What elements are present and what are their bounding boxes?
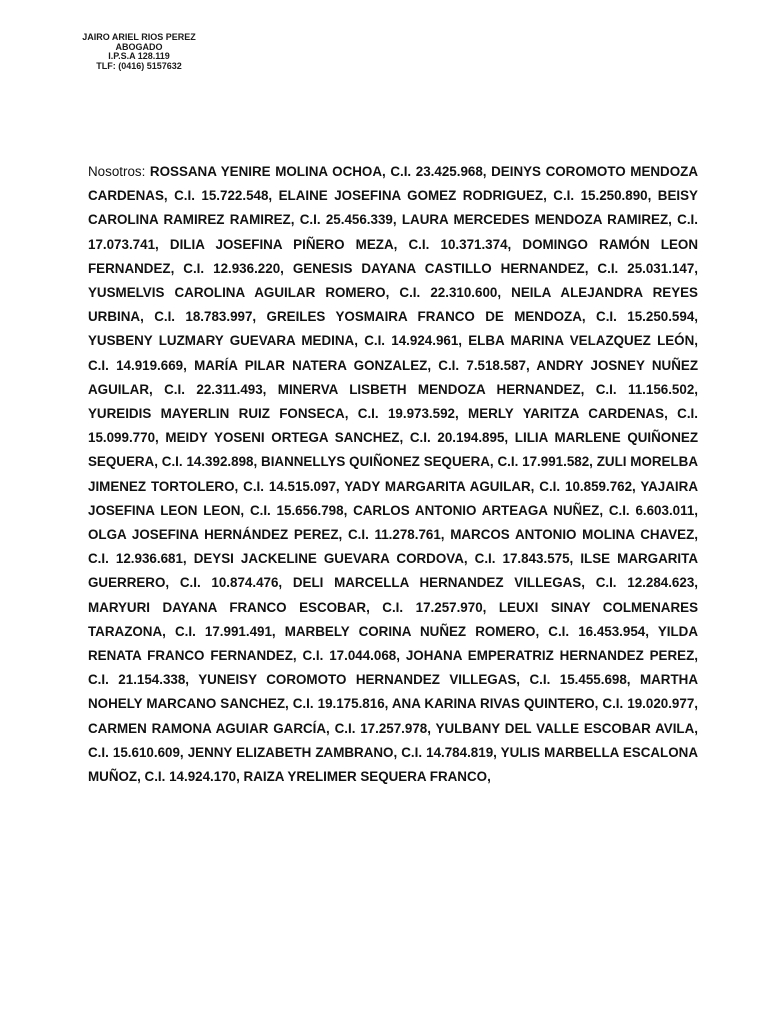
letterhead (64, 33, 214, 71)
names-list: ROSSANA YENIRE MOLINA OCHOA, C.I. 23.425.968, DEINYS COROMOTO MENDOZA CARDENAS, C.I. 15.722.548, ELAINE JOSEFINA GOMEZ RODRIGUEZ, C.I. 15.250.890, BEISY CAROLINA RAMIREZ RAMIREZ, C.I. 25.456.339, LAURA MERCEDES MENDOZA RAMIREZ, C.I. 17.073.741, DILIA JOSEFINA PIÑERO MEZA, C.I. 10.371.374, DOMINGO RAMÓN LEON FERNANDEZ, C.I. 12.936.220, GENESIS DAYANA CASTILLO HERNANDEZ, C.I. 25.031.147, YUSMELVIS CAROLINA AGUILAR ROMERO, C.I. 22.310.600, NEILA ALEJANDRA REYES URBINA, C.I. 18.783.997, GREILES YOSMAIRA FRANCO DE MENDOZA, C.I. 15.250.594, YUSBENY LUZMARY GUEVARA MEDINA, C.I. 14.924.961, ELBA MARINA VELAZQUEZ LEÓN, C.I. 14.919.669, MARÍA PILAR NATERA GONZALEZ, C.I. 7.518.587, ANDRY JOSNEY NUÑEZ AGUILAR, C.I. 22.311.493, MINERVA LISBETH MENDOZA HERNANDEZ, C.I. 11.156.502, YUREIDIS MAYERLIN RUIZ FONSECA, C.I. 19.973.592, MERLY YARITZA CARDENAS, C.I. 15.099.770, MEIDY YOSENI ORTEGA SANCHEZ, C.I. 20.194.895, LILIA MARLENE QUIÑONEZ SEQUERA, C.I. 14.392.898, BIANNELLYS QUIÑONEZ SEQUERA, C.I. 17.991.582, ZULI MORELBA JIMENEZ TORTOLERO, C.I. 14.515.097, YADY MARGARITA AGUILAR, C.I. 10.859.762, YAJAIRA JOSEFINA LEON LEON, C.I. 15.656.798, CARLOS ANTONIO ARTEAGA NUÑEZ, C.I. 6.603.011, OLGA JOSEFINA HERNÁNDEZ PEREZ, C.I. 11.278.761, MARCOS ANTONIO MOLINA CHAVEZ, C.I. 12.936.681, DEYSI JACKELINE GUEVARA CORDOVA, C.I. 17.843.575, ILSE MARGARITA GUERRERO, C.I. 10.874.476, DELI MARCELLA HERNANDEZ VILLEGAS, C.I. 12.284.623, MARYURI DAYANA FRANCO ESCOBAR, C.I. 17.257.970, LEUXI SINAY COLMENARES TARAZONA, C.I. 17.991.491, MARBELY CORINA NUÑEZ ROMERO, C.I. 16.453.954, YILDA RENATA FRANCO FERNANDEZ, C.I. 17.044.068, JOHANA EMPERATRIZ HERNANDEZ PEREZ, C.I. 21.154.338, YUNEISY COROMOTO HERNANDEZ VILLEGAS, C.I. 15.455.698, MARTHA NOHELY MARCANO SANCHEZ, C.I. 19.175.816, ANA KARINA RIVAS QUINTERO, C.I. 19.020.977, CARMEN RAMONA AGUIAR GARCÍA, C.I. 17.257.978, YULBANY DEL VALLE ESCOBAR AVILA, C.I. 15.610.609, JENNY ELIZABETH ZAMBRANO, C.I. 14.784.819, YULIS MARBELLA ESCALONA MUÑOZ, C.I. 14.924.170, RAIZA YRELIMER SEQUERA FRANCO, (88, 164, 698, 785)
lawyer-name: JAIRO ARIEL RIOS PEREZ (82, 32, 196, 42)
document-body (88, 160, 698, 789)
lawyer-phone: TLF: (0416) 5157632 (96, 60, 182, 71)
lawyer-ipsa-number: I.P.S.A 128.119 (108, 51, 170, 61)
lawyer-title: ABOGADO (115, 41, 163, 52)
intro-text: Nosotros: (88, 164, 150, 179)
names-paragraph (88, 160, 698, 789)
